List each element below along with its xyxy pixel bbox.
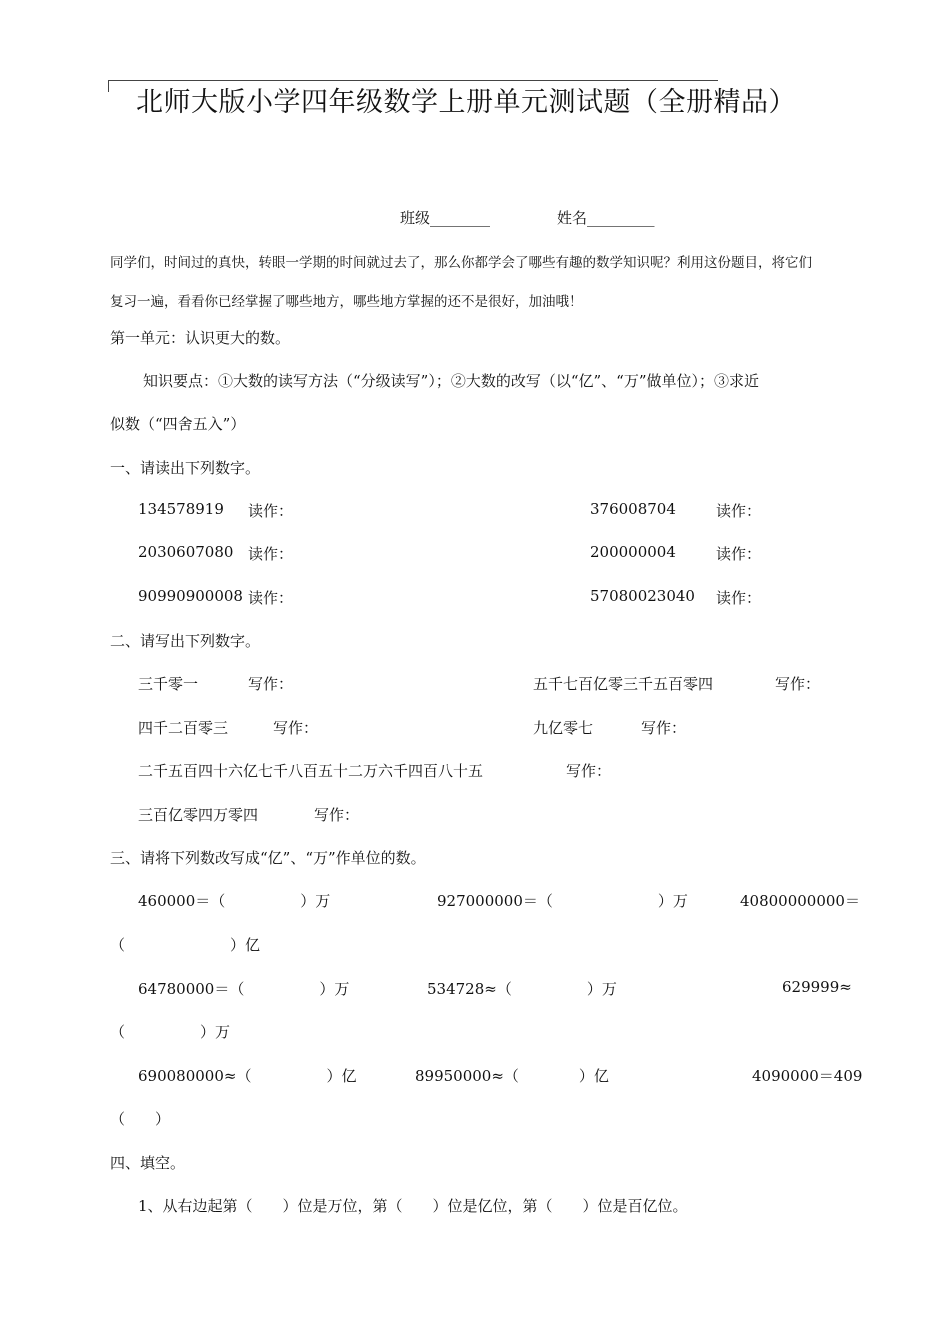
unit1-heading: 第一单元：认识更大的数。 — [110, 329, 291, 347]
section3-heading: 三、请将下列数改写成“亿”、“万”作单位的数。 — [110, 849, 426, 867]
section1-heading: 一、请读出下列数字。 — [110, 459, 261, 477]
write-label: 写作： — [641, 719, 687, 737]
write-item: 二千五百四十六亿七千八百五十二万六千四百八十五 — [138, 762, 484, 780]
convert-item-cont: （ ）万 — [110, 1023, 231, 1041]
convert-item: 690080000≈（ ）亿 — [138, 1067, 357, 1085]
section4-heading: 四、填空。 — [110, 1154, 186, 1172]
read-label: 读作： — [716, 502, 762, 520]
read-number: 57080023040 — [590, 587, 695, 605]
convert-item: 460000＝（ ）万 — [138, 892, 331, 910]
write-item: 五千七百亿零三千五百零四 — [533, 675, 714, 693]
read-label: 读作： — [248, 545, 294, 563]
intro-line-2: 复习一遍，看看你已经掌握了哪些地方，哪些地方掌握的还不是很好，加油哦！ — [110, 294, 583, 310]
read-label: 读作： — [248, 502, 294, 520]
intro-line-1: 同学们，时间过的真快，转眼一学期的时间就过去了，那么你都学会了哪些有趣的数学知识呢？利用这份题目，将它们 — [110, 255, 812, 271]
convert-item: 629999≈ — [782, 978, 852, 996]
convert-item-cont: （ ）亿 — [110, 936, 261, 954]
convert-item: 64780000＝（ ）万 — [138, 980, 350, 998]
read-label: 读作： — [716, 589, 762, 607]
convert-item-cont: （ ） — [110, 1110, 171, 1128]
class-field-label: 班级________ — [400, 209, 491, 227]
write-item: 三千零一 — [138, 675, 199, 693]
section2-heading: 二、请写出下列数字。 — [110, 632, 261, 650]
convert-item: 927000000＝（ ）万 — [437, 892, 688, 910]
read-number: 134578919 — [138, 500, 224, 518]
read-label: 读作： — [248, 589, 294, 607]
read-number: 376008704 — [590, 500, 676, 518]
write-item: 九亿零七 — [533, 719, 594, 737]
name-field-label: 姓名_________ — [557, 209, 655, 227]
convert-item: 40800000000＝ — [740, 892, 860, 910]
write-label: 写作： — [314, 806, 360, 824]
document-title: 北师大版小学四年级数学上册单元测试题（全册精品） — [136, 87, 796, 118]
write-item: 四千二百零三 — [138, 719, 229, 737]
unit1-points-line-1: 知识要点：①大数的读写方法（“分级读写”）；②大数的改写（以“亿”、“万”做单位）；③求近 — [143, 372, 760, 390]
read-number: 2030607080 — [138, 543, 234, 561]
unit1-points-line-2: 似数（“四舍五入”） — [110, 415, 246, 433]
write-label: 写作： — [566, 762, 612, 780]
read-label: 读作： — [716, 545, 762, 563]
write-label: 写作： — [273, 719, 319, 737]
fill-question-1: 1、从右边起第（ ）位是万位，第（ ）位是亿位，第（ ）位是百亿位。 — [138, 1197, 688, 1215]
read-number: 90990900008 — [138, 587, 243, 605]
read-number: 200000004 — [590, 543, 676, 561]
write-item: 三百亿零四万零四 — [138, 806, 259, 824]
title-tick — [108, 80, 109, 92]
convert-item: 4090000＝409 — [752, 1067, 863, 1085]
convert-item: 534728≈（ ）万 — [427, 980, 617, 998]
write-label: 写作： — [248, 675, 294, 693]
write-label: 写作： — [775, 675, 821, 693]
convert-item: 89950000≈（ ）亿 — [415, 1067, 609, 1085]
